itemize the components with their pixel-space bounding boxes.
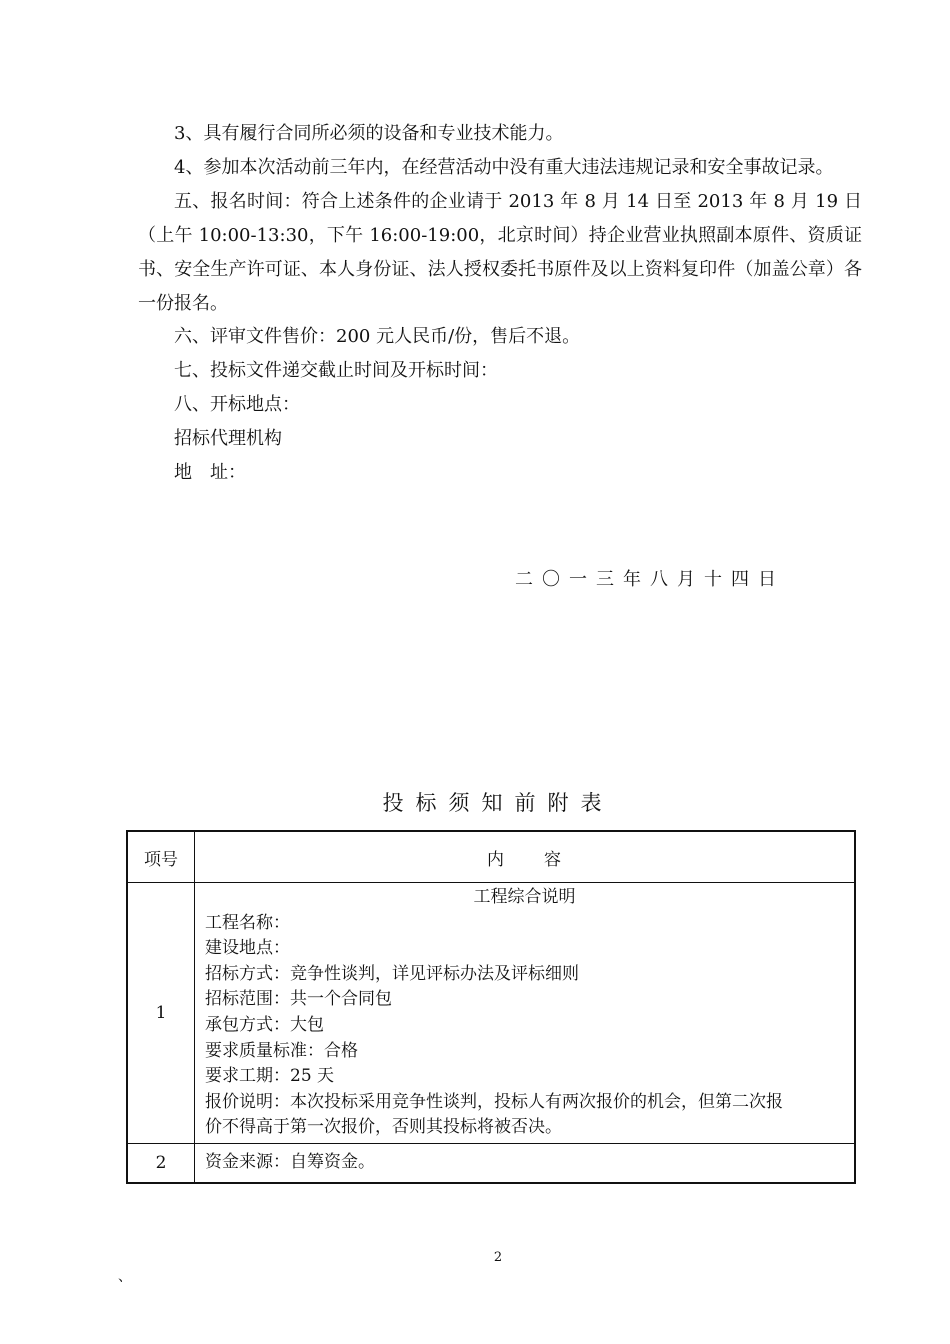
content-line: 报价说明：本次投标采用竞争性谈判，投标人有两次报价的机会，但第二次报 [205,1091,783,1112]
table-row [127,883,855,1144]
content-line: 招标范围：共一个合同包 [205,989,392,1010]
row-number: 1 [127,883,195,1144]
page-number: 2 [493,1250,503,1265]
content-line: 承包方式：大包 [205,1014,324,1035]
paragraph-deadline: 七、投标文件递交截止时间及开标时间： [174,360,498,381]
paragraph-document-price: 六、评审文件售价：200 元人民币/份，售后不退。 [174,326,581,347]
paragraph-address: 地 址： [174,462,246,483]
content-line: 要求质量标准：合格 [205,1040,358,1061]
table-title: 投标须知前附表 [382,791,614,815]
content-line: 价不得高于第一次报价，否则其投标将被否决。 [205,1117,562,1138]
row-content [195,883,856,1144]
content-line: 要求工期：25 天 [205,1066,335,1087]
content-line: 招标方式：竞争性谈判，详见评标办法及评标细则 [205,963,579,984]
paragraph-agency: 招标代理机构 [174,428,282,449]
table-row [127,1143,855,1183]
paragraph-bid-location: 八、开标地点： [174,394,300,415]
row-content: 资金来源：自筹资金。 [195,1143,856,1183]
content-line: 建设地点： [205,938,290,959]
content-line: 工程名称： [205,912,290,933]
header-content: 内容 [195,831,856,883]
document-date: 二〇一三年八月十四日 [515,569,785,590]
row-number: 2 [127,1143,195,1183]
paragraph-registration-time: 五、报名时间：符合上述条件的企业请于 2013 年 8 月 14 日至 2013 年 8 月 19 日（上午 10:00-13:30，下午 16:00-19:00，北京时间）持企业营业执照副本原件、资质证书、安全生产许可证、本人身份证、法人授权委托书原件及以上资料复印件（加盖公章）各一份报名。 [138,191,862,314]
bid-notice-table [126,830,856,1184]
header-item-no: 项号 [127,831,195,883]
corner-mark: 、 [118,1269,132,1285]
paragraph-qualification-4: 4、参加本次活动前三年内，在经营活动中没有重大违法违规记录和安全事故记录。 [174,157,834,178]
paragraph-qualification-3: 3、具有履行合同所必须的设备和专业技术能力。 [174,123,564,144]
section-title: 工程综合说明 [473,887,576,907]
table-header-row [127,831,855,883]
